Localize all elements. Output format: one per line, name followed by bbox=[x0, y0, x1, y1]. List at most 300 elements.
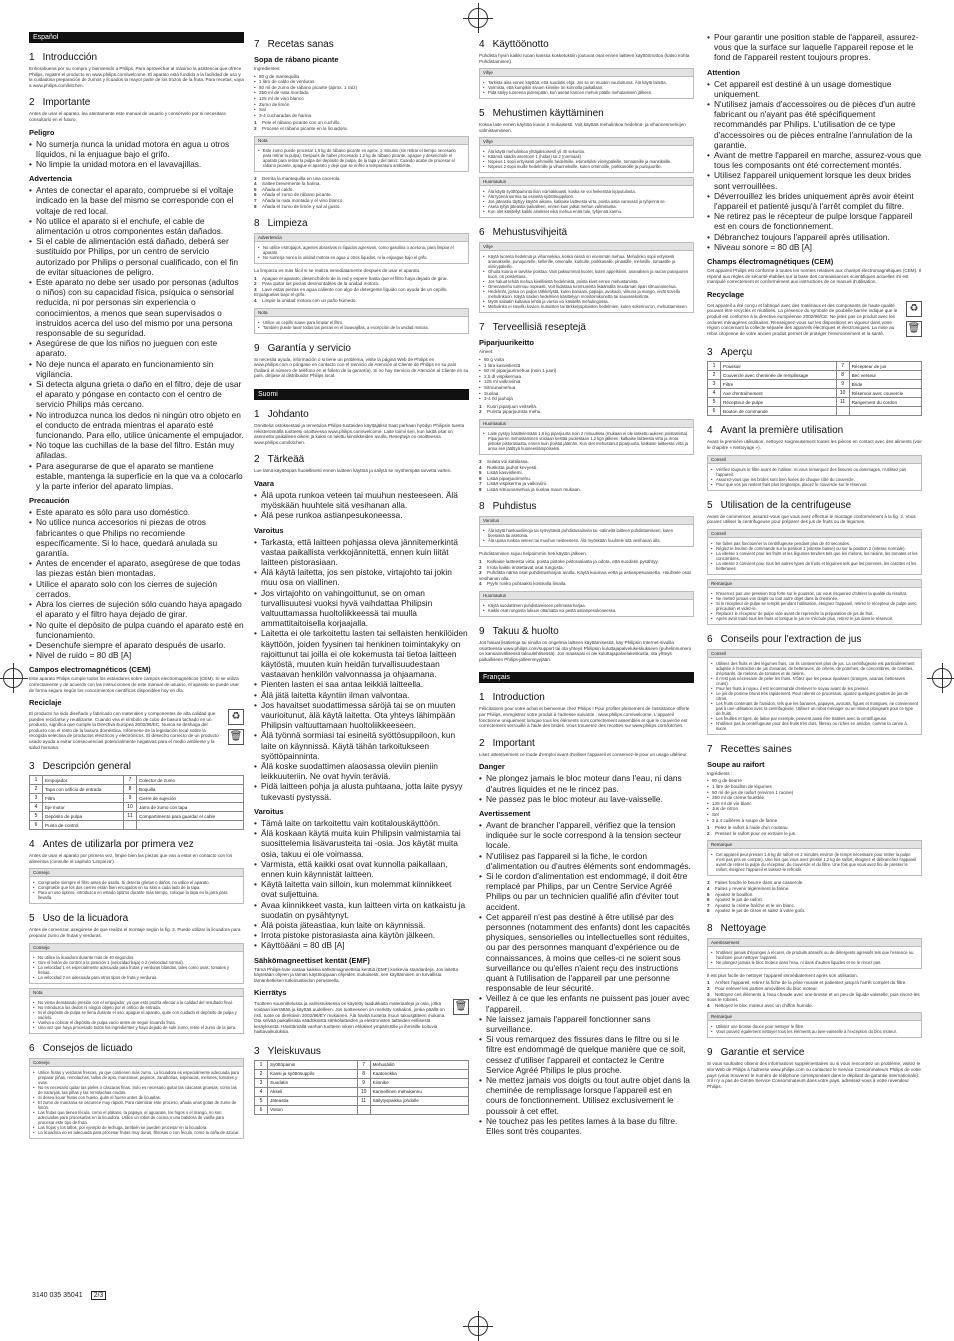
part-number: 4 bbox=[255, 1087, 268, 1096]
part-name: Cierre de sujeción bbox=[137, 794, 244, 803]
list-item: • Omenamehu tummuu nopeasti. Voit hidastaa tummumista lisäämällä muutaman tipan sitruunamehua. bbox=[483, 284, 690, 289]
step-item: 7 Ajoutez la crème fraîche et le vin blanc. bbox=[707, 902, 796, 908]
part-name: Syöttöpainin bbox=[268, 1060, 358, 1069]
list-item: • 1 litre de bouillon de légumes bbox=[707, 784, 922, 790]
step-item: 4 Pyyhi runko puhtaaksi kostealla liinalla. bbox=[479, 581, 567, 587]
list-item: • Si el cable de alimentación está dañado, deberá ser sustituido por Philips, por un centro de servicio autorizado por Philips o personal cualificado, con el fin de evitar situaciones de peligro. bbox=[29, 236, 244, 277]
list-item: • Käyttöääni = 80 dB [A] bbox=[254, 940, 469, 950]
list-item: • Käytä suodattimen puhdistamiseen pehmeää harjaa. bbox=[483, 603, 690, 608]
part-number: 11 bbox=[357, 1096, 370, 1105]
bullet-list bbox=[254, 818, 469, 951]
list-item: • Suolaa bbox=[479, 391, 694, 397]
list-item: • Laitetta ei ole tarkoitettu lasten tai sellaisten henkilöiden käyttöön, joiden fyysinen tai henkinen toimintakyky on rajoittunut tai joilla ei ole kokemusta tai tietoa laitteen käytöstä, muuten kuin heidän turvallisuudestaan vastaavan henkilön valvonnassa ja ohjaamana. bbox=[254, 628, 469, 679]
section-title: 1 Introducción bbox=[29, 52, 98, 63]
table-row bbox=[708, 371, 922, 380]
list-item: • Nopeus 1 sopii erityisesti pehmeille hedelmille, esimerkiksi viinirypäleille, tomaateille ja mansikoille. bbox=[483, 159, 690, 164]
subheading: Precaución bbox=[29, 496, 70, 506]
section-text: Este aparato Philips cumple todos los estándares sobre campos electromagnéticos (CEM). Si se utiliza correctamente y de acuerdo con las instrucciones de este manual de usuario, el aparato se puede usar de forma segura según los conocimientos científicos disponibles hoy en día. bbox=[29, 676, 239, 693]
part-name: Mehusäiliö bbox=[370, 1060, 468, 1069]
list-item: • No utilice nunca accesorios ni piezas de otros fabricantes o que Philips no recomiende específicamente. Si lo hace, quedará anulada su garantía. bbox=[29, 517, 244, 558]
list-item: • No sumerja nunca la unidad motora en agua u otros líquidos, ni la enjuague bajo el grifo. bbox=[29, 139, 244, 159]
list-item: • Il n'est pas nécessaire de peler les fruits. N'ôtez que les peaux épaisses (oranges, ananas, betteraves crues). bbox=[711, 676, 918, 686]
crossed-bin-icon: 🗑 bbox=[228, 729, 244, 745]
section-text: Lisez attentivement ce mode d'emploi avant d'utiliser l'appareil et conservez-le pour un usage ultérieur. bbox=[479, 751, 688, 757]
list-item: • 3-4 cucharadas de harina bbox=[254, 113, 469, 119]
list-item: • Este zumo puede procesar 1,6 kg de rábano picante en aprox. 2 minutos (sin retirar el tiempo necesario para retirar la pulpa). Después de haber procesado 1,2 kg de rábano picante, apague y desenchufe el aparato para retirar la pulpa del depósito de pulpa, de la tapa y del tamiz. Cuando acabe de procesar el rábano picante, apague el aparato y deje que se enfríe a temperatura ambiente. bbox=[258, 148, 465, 168]
list-item: • Tämä laite on tarkoitettu vain kotitalouskäyttöön. bbox=[254, 818, 469, 828]
step-list bbox=[707, 825, 922, 836]
list-item: • Jos virtajohto on vahingoittunut, se on oman turvallisuutesi vuoksi hyvä vaihdattaa Philipsin valtuuttamassa huoltoliikkeessä tai muulla ammattitaitoisella korjaajalla. bbox=[254, 588, 469, 629]
part-number: 2 bbox=[708, 371, 721, 380]
part-name: Récepteur de jus bbox=[849, 362, 921, 371]
bullet-list bbox=[29, 185, 244, 491]
list-item: • No toque las cuchillas de la base del filtro. Están muy afiladas. bbox=[29, 440, 244, 460]
list-item: • Para un uso óptimo, introduzca en estado óptimo durante más tiempo, coloque la tapa en la jarra para llevarla. bbox=[33, 890, 240, 900]
list-item: • Les feuilles et tiges, de laitue par exemple, peuvent aussi être traitées avec la centrifugeuse. bbox=[711, 716, 918, 721]
list-item: • Utilisez des fruits et des légumes frais, car ils contiennent plus de jus. La centrifugeuse est particulièrement adaptée à l'extraction de jus d'ananas, de betteraves, de céleris, de pommes, de concombres, de carottes, d'épinards, de melons, de tomates et de raisins. bbox=[711, 661, 918, 676]
list-item: • Varmista, että kaikki osat ovat kunnolla paikallaan, ennen kuin käynnistät laitteen. bbox=[254, 859, 469, 879]
step-item: 6 Añada el zumo de rábano picante. bbox=[254, 192, 332, 198]
section-title: 7 Recettes saines bbox=[707, 743, 792, 755]
table-row bbox=[708, 398, 922, 407]
table-row bbox=[30, 794, 244, 803]
bullet-list bbox=[479, 820, 694, 1136]
note-box: Huomautus • Käytä suodattimen puhdistamiseen pehmeää harjaa. • Kaikki osat rungosta lukuun ottamatta voi pestä astianpesukoneessa. bbox=[479, 591, 694, 617]
language-bar-french: Français bbox=[479, 672, 694, 683]
list-item: • Cet appareil n'est pas destiné à être utilisé par des personnes (notamment des enfants) dont les capacités physiques, sensorielles ou intellectuelles sont réduites, ou par des personnes manquant d'expérience ou de connaissances, à moins que celles-ci ne soient sous surveillance ou qu'elles n'aient reçu des instructions quant à l'utilisation de l'appareil par une personne responsable de leur sécurité. bbox=[479, 912, 694, 994]
list-item: • Jus de citron bbox=[707, 806, 922, 812]
page-number: 2/3 bbox=[91, 1291, 107, 1300]
part-number: 10 bbox=[836, 389, 849, 398]
subheading: Kierrätys bbox=[254, 988, 287, 998]
registration-mark-top bbox=[468, 8, 488, 28]
tip-box: Consejo • No utilice la licuadora durante más de 40 segundos. • Gire el botón de control a la posición 1 (velocidad baja) o 2 (velocidad normal). • La velocidad 1 es especialmente adecuada para frutas y verduras blandas, tales como uvas, tomates y fresas. • La velocidad 2 es adecuada para otros tipos de fruta y verduras. bbox=[29, 943, 244, 984]
list-item: • La licuadora no es adecuada para procesar frutas muy duras, fibrosas o con fécula, como la caña de azúcar. bbox=[33, 1130, 240, 1135]
part-name: Punto de control bbox=[43, 821, 124, 830]
section-text: Onnittelut ostoksestasi ja tervetuloa Philips-tuotteiden käyttäjäksi! Saat parhaan hyödyn Philipsin tuesta rekisteröimällä tuotteesi osoitteessa www.philips.com/welcome. Laite toimii sen, kun lukitä osat on asennettu paikalleen oikein ja kaksi on lukittu kiinnikkeiden avulla. Reseptejä on osoitteessa www.philips.com/kitchen. bbox=[254, 423, 465, 445]
recycle-icons bbox=[228, 709, 244, 745]
section-text: Cet appareil a été conçu et fabriqué avec des matériaux et des composants de haute qualité pouvant être recyclés et réutilisés. La présence du symbole de poubelle barrée indique que le produit est conforme à la directive européenne 2002/96/CE. Ne jetez pas ce produit avec les ordures ménagères ordinaires. Renseignez-vous sur les dispositions en vigueur dans votre région concernant la collecte séparée des appareils électriques et électroniques. La mise au rebut citoyenne de votre ancien produit permet de protéger l'environnement et la santé. bbox=[707, 302, 898, 336]
part-name: Rangement du cordon bbox=[849, 398, 921, 407]
section-text: Il est plus facile de nettoyer l'appareil immédiatement après son utilisation. bbox=[707, 972, 859, 978]
part-number: 6 bbox=[708, 407, 721, 416]
list-item: • Mehulinko ei sovellu kovien, kuituisten tai tärkkelyspitoisten hedelmien, kuten sokeriruo'on, mehustamiseen. bbox=[483, 304, 690, 309]
language-bar-finnish: Suomi bbox=[254, 389, 469, 400]
list-item: • N'utilisez pas l'appareil si la fiche, le cordon d'alimentation ou d'autres éléments sont endommagés. bbox=[479, 851, 694, 871]
part-number: 4 bbox=[708, 389, 721, 398]
part-name: Boquilla bbox=[137, 785, 244, 794]
part-number: 9 bbox=[124, 794, 137, 803]
part-number: 8 bbox=[357, 1069, 370, 1078]
tip-box: Vihje • Tarkista aina ennen käyttöä, että suodatin ehjä. Jos se on muuten vaurioitunut. Älä käytä laitetta. • Varmista, että kumpikin sivuen kiinnike on kunnolla paikallaan. • Pidä säilyy tuoreena pidempään, kun asetat kannen mehun päälle mehutamisen jälkeen. bbox=[479, 68, 694, 99]
list-item: • Utilice el aparato solo con los cierres de sujeción cerrados. bbox=[29, 579, 244, 599]
section-text: Ingredientes: bbox=[254, 66, 281, 71]
list-item: • No utilice el aparato si el enchufe, el cable de alimentación u otros componentes están dañados. bbox=[29, 216, 244, 236]
list-item: • Antes de encender el aparato, asegúrese de que todas las piezas están bien montadas. bbox=[29, 558, 244, 578]
column-finnish-french bbox=[479, 30, 694, 1300]
list-item: • Si detecta alguna grieta o daño en el filtro, deje de usar el aparato y póngase en contacto con el centro de servicio Philips más cercano. bbox=[29, 379, 244, 410]
list-item: • También puede lavar todas las piezas en el lavavajillas, a excepción de la unidad motora. bbox=[258, 325, 465, 330]
recycle-block bbox=[707, 301, 922, 339]
list-item: • La vitesse 1 convient pour les fruits et les légumes tendres tels que les melons, les raisins, les tomates et les concombres. bbox=[711, 551, 918, 561]
subheading: Peligro bbox=[29, 127, 55, 137]
section-title: 6 Conseils pour l'extraction de jus bbox=[707, 633, 862, 645]
section-title: 6 Consejos de licuado bbox=[29, 1042, 133, 1054]
list-item: • Nivel de ruido = 80 dB [A] bbox=[29, 650, 244, 660]
part-name: Voiton bbox=[268, 1105, 358, 1114]
table-row bbox=[255, 1069, 469, 1078]
list-item: • Sal bbox=[254, 107, 469, 113]
list-item: • 2,5 dl vispikermaa bbox=[479, 374, 694, 380]
list-item: • Niveau sonore = 80 dB [A] bbox=[707, 242, 922, 252]
list-item: • Ne passez pas le bloc moteur au lave-vaisselle. bbox=[479, 794, 694, 804]
tip-box: Conseil • Utilisez des fruits et des légumes frais, car ils contiennent plus de jus. La centrifugeuse est particulièrement adaptée à l'extraction de jus d'ananas, de betteraves, de céleris, de pommes, de concombres, de carottes, d'épinards, de melons, de tomates et de raisins. • Il n'est pas nécessaire de peler les fruits. N'ôtez que les peaux épaisses (oranges, ananas, betteraves crues). • Pour les fruits à noyau, il est recommandé d'enlever le noyau avant de les presser. • Le jus de pomme brunit très rapidement. Pour ralentir ce processus, ajoutez quelques gouttes de jus de citron. • Les fruits contenant de l'amidon, tels que les bananes, papayes, avocats, figues et mangues, ne conviennent pas à une utilisation avec la centrifugeuse. Utilisez un robot ménager ou un mixeur plongeant pour ce type de fruits. • Les feuilles et tiges, de laitue par exemple, peuvent aussi être traitées avec la centrifugeuse. • N'utilisez pas la centrifugeuse pour des fruits très durs, fibreux ou riches en amidon, comme la canne à sucre. bbox=[707, 649, 922, 735]
list-item: • Utilice un cepillo suave para limpiar el filtro. bbox=[258, 320, 465, 325]
list-item: • No introduzca los dedos ni ningún objeto por el orificio de entrada. bbox=[33, 1005, 240, 1010]
part-number: 1 bbox=[30, 776, 43, 785]
note-box: Huomautus • Laite pystyy käsittelemään 1,6 kg piparjuurta noin 2 minuutissa (mukaan ei ole laskettu aukeen poistamista). Piparjuuren mehustaminen voidaan kestää puolestaan 1,2 kgn jälkeen, katkaise laitteesta virta ja irrota pistoke pistorasiasta, ennen kuin poistat jäämän. Kun olet mehustanut piparjuurta, katkaise laitteesta virta ja anna sen jäähtyä huoneenlämpöiseksi. bbox=[479, 419, 694, 455]
list-item: • Älä käytä syöttöpaininta liian voimakkaasti, koska se voi heikentää lopputulosta. bbox=[483, 189, 690, 194]
list-item: • Älä poista jäteastiaa, kun laite on käynnissä. bbox=[254, 920, 469, 930]
list-item: • Avaa kiinnikkeet vasta, kun laitteen virta on katkaistu ja suodatin on pysähtynyt. bbox=[254, 900, 469, 920]
subheading: Piparjuurikeitto bbox=[479, 338, 535, 348]
table-row bbox=[255, 1096, 469, 1105]
part-name: Kiinnike bbox=[370, 1078, 468, 1087]
list-item: • Vérifiez toujours le filtre avant de l'utiliser. Si vous remarquez des fissures ou dommages, n'utilisez pas l'appareil. bbox=[711, 467, 918, 477]
part-name: Eje motor bbox=[43, 803, 124, 812]
list-item: • Débranchez toujours l'appareil après utilisation. bbox=[707, 232, 922, 242]
list-item: • Pidä laitteen pohja ja alusta puhtaana, jotta laite pysyy tukevasti pystyssä. bbox=[254, 781, 469, 801]
part-name: Suodatin bbox=[268, 1078, 358, 1087]
list-item: • 125 ml de vin blanc bbox=[707, 801, 922, 807]
recycle-block bbox=[254, 999, 469, 1037]
recycle-icon: ♻ bbox=[228, 709, 244, 725]
step-item: 6 Ajoutez le jus de raifort. bbox=[707, 897, 764, 903]
list-item: • Este aparato no debe ser usado por personas (adultos o niños) con su capacidad física, psíquica o sensorial reducida, ni por personas sin experiencia o conocimientos, a menos que sean supervisados o instruidos acerca del uso del mismo por una persona responsable de su seguridad. bbox=[29, 277, 244, 338]
part-name: Axe d'entraînement bbox=[721, 389, 837, 398]
list-item: • La velocidad 1 es especialmente adecuada para frutas y verduras blandas, tales como uvas, tomates y fresas. bbox=[33, 965, 240, 975]
step-item: 2 Purista piparjuurista mehu. bbox=[479, 409, 542, 415]
subheading: Sähkömagneettiset kentät (EMF) bbox=[254, 955, 370, 965]
table-row bbox=[708, 407, 922, 416]
part-number: 10 bbox=[124, 803, 137, 812]
step-item: 3 Faites fondre le beurre dans une casserole. bbox=[707, 880, 804, 886]
part-number: 5 bbox=[255, 1096, 268, 1105]
list-item: • Abra los cierres de sujeción sólo cuando haya apagado el aparato y el filtro haya dejado de girar. bbox=[29, 599, 244, 619]
section-text: El producto ha sido diseñado y fabricado con materiales y componentes de alta calidad que pueden reciclarse y reutilizarse. Cuando vea el símbolo de cubo de basura tachado en un producto, significa que cumple la Directiva Europea 2002/96/EC. Nunca se deshaga del producto con el resto de la basura doméstica. Infórmese de la legislación local sobre la recogida selectiva de productos eléctricos y electrónicos. El desecho correcto de un producto usado ayuda a evitar consecuencias potencialmente negativas para el medio ambiente y la salud humana. bbox=[29, 711, 219, 750]
section-title: 9 Garantía y servicio bbox=[254, 342, 351, 354]
part-number: 8 bbox=[124, 785, 137, 794]
recycle-icons bbox=[906, 301, 922, 337]
list-item: • Pour garantir une position stable de l'appareil, assurez-vous que la surface sur laquelle l'appareil repose et le fond de l'appareil restent toujours propres. bbox=[707, 32, 922, 63]
section-text: Avant de commencer, assurez-vous que vous avez effectué le montage conformément à la fig. 2. Vous pouvez utiliser la centrifugeuse pour préparer des jus de fruits ou de légumes. bbox=[707, 513, 916, 525]
column-spanish bbox=[29, 30, 244, 1300]
section-text: Puhdista hyvin kaikki ruoan kanssa kosketuksiin joutuvat osat ennen laitteen käyttöönottoa (katso kohta Puhdistaminen). bbox=[479, 53, 690, 64]
list-item: • Ohuita kuoria ei tarvitse poistaa. Vain paksummat kuoret, kuten appelsiinin, ananaksen ja raa'an punajuuren kuori, on poistettava. bbox=[483, 269, 690, 279]
list-item: • Este aparato es sólo para uso doméstico. bbox=[29, 507, 244, 517]
list-item: • Cet appareil est destiné à un usage domestique uniquement. bbox=[707, 79, 922, 99]
part-number: 7 bbox=[357, 1060, 370, 1069]
list-item: • 125 ml valkoviiniä bbox=[479, 379, 694, 385]
part-name: Couvercle avec cheminée de remplissage bbox=[721, 371, 837, 380]
section-title: 5 Uso de la licuadora bbox=[29, 913, 129, 925]
part-name: Kansi ja syöttösuppilo bbox=[268, 1069, 358, 1078]
section-text: Enhorabuena por su compra y bienvenido a Philips. Para aprovechar al máximo la asistencia que ofrece Philips, registre el producto en www.philips.com/welcome. El aparato está fundido a la facilidad de uso y la cuidadosa preparación de zumos y licuados la mayor parte de los trozos de la fruta. Para recetas, vaya a www.philips.com/kitchen. bbox=[29, 66, 244, 88]
list-item: • Veillez à ce que les enfants ne puissent pas jouer avec l'appareil. bbox=[479, 993, 694, 1013]
section-title: 7 Recetas sanas bbox=[254, 39, 334, 50]
ingredient-list bbox=[254, 74, 469, 119]
step-list bbox=[479, 459, 694, 493]
part-number: 2 bbox=[30, 785, 43, 794]
part-name: Tapa con orificio de entrada bbox=[43, 785, 124, 794]
list-item: • Älä upota runkoa veteen tai muuhun nesteeseen. Älä myöskään huuhtele sitä vesihanan alla. bbox=[254, 490, 469, 510]
section-text: Félicitations pour votre achat et bienvenue chez Philips ! Pour profiter pleinement de l'assistance offerte par Philips, enregistrez votre produit à l'adresse suivante : www.philips.com/welcome. L'appareil fonctionne uniquement lorsque tous les éléments sont correctement assemblés et que le couvercle est correctement verrouillé à l'aide des brides. Vous trouverez des recettes sur www.philips.com/kitchen. bbox=[479, 706, 690, 729]
list-item: • 1 litro de caldo de verduras bbox=[254, 79, 469, 85]
list-item: • Vous pouvez également nettoyer tous les éléments au lave-vaisselle à l'exception du bloc moteur. bbox=[711, 1029, 918, 1034]
list-item: • N'utilisez jamais d'accessoires ou de pièces d'un autre fabricant ou n'ayant pas été spécifiquement recommandés par Philips. L'utilisation de ce type d'accessoires ou de pièces entraîne l'annulation de la garantie. bbox=[707, 99, 922, 150]
part-name: Empujador bbox=[43, 776, 124, 785]
ingredient-list bbox=[479, 357, 694, 402]
subheading: Avertissement bbox=[479, 808, 531, 818]
list-item: • Älä koskaan käytä muita kuin Philipsin valmistamia tai suosittelemia lisävarusteita tai -osia. Jos käytät muita osia, takuu ei ole voimassa. bbox=[254, 828, 469, 859]
list-item: • No vierta demasiado presión con el empujador, ya que esto podría afectar a la calidad del resultado final. bbox=[33, 1000, 240, 1005]
part-number: 5 bbox=[30, 812, 43, 821]
list-item: • Utilisez une brosse douce pour nettoyer le filtre. bbox=[711, 1024, 918, 1029]
list-item: • Assurez-vous que les brides sont bien fixées de chaque côté du couvercle. bbox=[711, 477, 918, 482]
section-text: Lue tämä käyttöopas huolellisesti ennen laitteen käyttöä ja säilytä se myöhempää tarvetta varten. bbox=[254, 468, 452, 474]
tip-box: Vihje • Käytä tuoreita hedelmiä ja vihanneksia, koska niissä on enemmän mehua. Mehulinko sopii erityisesti ananakselle, punajuurelle, sellerille, omenalle, kurkulle, porkkanalle, pinaatille, melonille, tomaatille ja viinirypäleille. • Ohuita kuoria ei tarvitse poistaa. Vain paksummat kuoret, kuten appelsiinin, ananaksen ja raa'an punajuuren kuori, on poistettava. • Jos haluat tehdä mehua kivellisistä hedelmistä, poista kivet ennen mehustamista. • Omenamehu tummuu nopeasti. Voit hidastaa tummumista lisäämällä muutaman tipan sitruunamehua. • Hedelmät, joissa on paljon tärkkelystä, kuten banaani, papaija, avokado, viikuna ja mango, eivät sovellu mehulinkoon. Käytä näiden hedelmien käsittelyyn monitoimikonetta tai sauvasekoitinta. • Myös salaatin kaltaisia lehtiä ja varsia voi käsitellä mehulingossa. • Mehulinko ei sovellu kovien, kuituisten tai tärkkelyspitoisten hedelmien, kuten sokeriruo'on, mehustamiseen. bbox=[479, 242, 694, 313]
list-item: • Déverrouillez les brides uniquement après avoir éteint l'appareil et patienté jusqu'à l'arrêt complet du filtre. bbox=[707, 191, 922, 211]
part-name: Filtre bbox=[721, 380, 837, 389]
bullet-list bbox=[707, 32, 922, 63]
list-item: • 50 ml de jus de raifort (environ 1 racine) bbox=[707, 790, 922, 796]
part-number: 1 bbox=[708, 362, 721, 371]
note-box: Nota • Utilice un cepillo suave para limpiar el filtro. • También puede lavar todas las piezas en el lavavajillas, a excepción de la unidad motora. bbox=[254, 308, 469, 334]
section-title: 9 Garantie et service bbox=[707, 1047, 805, 1059]
section-text: Aineet: bbox=[479, 349, 494, 355]
list-item: • Älä käytä hankausliinoja tai syövyttäviä puhdistusaineita tai -välineitä laitteen puhdistamiseen, kuten bensiiniä tai asetonia. bbox=[483, 528, 690, 538]
part-number: 4 bbox=[30, 803, 43, 812]
list-item: • 80 g voita bbox=[479, 357, 694, 363]
step-list bbox=[479, 404, 694, 415]
part-number: 6 bbox=[30, 821, 43, 830]
subheading: Varoitus bbox=[254, 806, 284, 816]
part-name bbox=[137, 821, 244, 830]
part-number: 7 bbox=[124, 776, 137, 785]
section-title: 5 Mehustimen käyttäminen bbox=[479, 108, 604, 120]
section-title: 3 Aperçu bbox=[707, 347, 753, 359]
step-item: 2 Pressez le raifort pour en extraire le jus. bbox=[707, 830, 797, 836]
list-item: • Réglez le bouton de commande sur la position 1 (vitesse basse) ou sur la position 2 (vitesse normale). bbox=[711, 546, 918, 551]
part-number: 8 bbox=[836, 371, 849, 380]
list-item: • Tarkista aina ennen käyttöä, että suodatin ehjä. Jos se on muuten vaurioitunut. Älä käytä laitetta. bbox=[483, 80, 690, 85]
part-name: Colector de zumo bbox=[137, 776, 244, 785]
section-title: 5 Utilisation de la centrifugeuse bbox=[707, 499, 852, 511]
list-item: • 80 g de beurre bbox=[707, 778, 922, 784]
part-number bbox=[124, 821, 137, 830]
step-item: 4 Limpie la unidad motora con un paño húmedo. bbox=[254, 298, 357, 304]
section-title: 3 Yleiskuvaus bbox=[254, 1045, 321, 1057]
tip-box: Consejo • Compruebe siempre el filtro antes de usarlo. Si detecta grietas o daños, no utilice el aparato. • Compruebe que los dos cierres están bien encajados en su sitio a cada lado de la tapa. • Para un uso óptimo, introduzca en estado óptimo durante más tiempo, coloque la tapa en la jarra para llevarla. bbox=[29, 868, 244, 904]
part-number: 2 bbox=[255, 1069, 268, 1078]
part-number: 9 bbox=[357, 1078, 370, 1087]
list-item: • Compruebe siempre el filtro antes de usarlo. Si detecta grietas o daños, no utilice el aparato. bbox=[33, 880, 240, 885]
subheading: Sopa de rábano picante bbox=[254, 55, 339, 64]
list-item: • Kaikki osat rungosta lukuun ottamatta voi pestä astianpesukoneessa. bbox=[483, 608, 690, 613]
step-item: 4 Faites y revenir légèrement la farine. bbox=[707, 885, 790, 891]
list-item: • Jos haluat tehdä mehua kivellisistä hedelmistä, poista kivet ennen mehustamista. bbox=[483, 279, 690, 284]
list-item: • Hedelmät, joissa on paljon tärkkelystä, kuten banaani, papaija, avokado, viikuna ja mango, eivät sovellu mehulinkoon. Käytä näiden hedelmien käsittelyyn monitoimikonetta tai sauvasekoitinta. bbox=[483, 289, 690, 299]
note-box: Remarque • N'exercez pas une pression trop forte sur le poussoir, car vous risqueriez d'altérer la qualité du résultat. • Ne mettez jamais vos doigts ou tout autre objet dans la cheminée. • Si le récepteur de pulpe se remplit pendant l'utilisation, éteignez l'appareil, retirez le récepteur de pulpe avec précaution et videz-le. • Replacez le récepteur de pulpe vide avant de reprendre la préparation de jus de fruit. • Après avoir traité tous les fruits et lorsque le jus ne s'écoule plus, retirez le jus dans le réservoir. bbox=[707, 579, 922, 625]
part-name: Jarra de zumo con tapa bbox=[137, 803, 244, 812]
step-list bbox=[707, 980, 922, 1008]
subheading: Advertencia bbox=[29, 174, 72, 184]
list-item: • No limpie la unidad motora en el lavavajillas. bbox=[29, 159, 244, 169]
section-text: Antes de usar el aparato, lea atentamente este manual de usuario y consérvelo por si necesitara consultarlo en el futuro. bbox=[29, 111, 226, 122]
list-item: • No quite el depósito de pulpa cuando el aparato esté en funcionamiento. bbox=[29, 620, 244, 640]
list-item: • Käytä laitetta vain silloin, kun molemmat kiinnikkeet ovat suljettuina. bbox=[254, 879, 469, 899]
part-number: 11 bbox=[124, 812, 137, 821]
list-item: • 50 ml de zumo de rábano picante (aprox. 1 raíz) bbox=[254, 85, 469, 91]
section-title: 8 Puhdistus bbox=[479, 501, 537, 513]
warning-box: Varoitus • Älä käytä hankausliinoja tai syövyttäviä puhdistusaineita tai -välineitä laitteen puhdistamiseen, kuten bensiiniä tai asetonia. • Älä upota runkoa veteen tai muuhun nesteeseen. Älä myöskään huuhtele sitä vesihanan alla. bbox=[479, 516, 694, 547]
section-title: 1 Introduction bbox=[479, 692, 545, 704]
section-text: Tuotteen suunnittelussa ja valmistuksessa on käytetty laadukkaita materiaaleja ja osia, jotka voidaan kierrättää ja käyttää uudelleen. Jos tuotteeseen on merkitty roskakori, jonka päällä on risti, tuote on direktiivin 2002/96/EY mukainen. Älä hävitä tuotetta muun talousjätteen mukana. Ota selvää paikallisista säädöksistä sähkölaitteiden ja elektronisten laitteiden erillisestä keräyksestä. Hävittämällä vanhan tuotteen oikein ehkäiset ympäristölle ja ihmisille koituvia haittavaikutuksia. bbox=[254, 1001, 446, 1035]
table-row bbox=[30, 785, 244, 794]
subheading: Varoitus bbox=[254, 525, 284, 535]
table-row bbox=[255, 1087, 469, 1096]
part-name: Kannellinen mehukannu bbox=[370, 1087, 468, 1096]
list-item: • Sel bbox=[707, 812, 922, 818]
bullet-list bbox=[254, 490, 469, 521]
list-item: • Irrota pistoke pistorasiasta aina käytön jälkeen. bbox=[254, 930, 469, 940]
section-text: Kokoa laite ennen käyttöä kuvan 2 mukaisesti. Voit käyttää mehulinkoa hedelmä- ja vihannesmehujen valmistamiseen. bbox=[479, 122, 686, 133]
list-item: • Avant de mettre l'appareil en marche, assurez-vous que tous les composants ont été correctement montés. bbox=[707, 150, 922, 170]
list-item: • Älä pese runkoa astianpesukoneessa. bbox=[254, 510, 469, 520]
part-number: 10 bbox=[357, 1087, 370, 1096]
step-item: 1 Apague el aparato, desenchúfelo de la red y espere hasta que el filtro haya dejado de girar. bbox=[254, 275, 448, 281]
registration-mark-right bbox=[932, 668, 952, 688]
section-title: 9 Takuu & huolto bbox=[479, 626, 559, 638]
recycle-icon: ♻ bbox=[906, 301, 922, 317]
part-name bbox=[370, 1105, 468, 1114]
table-row bbox=[30, 821, 244, 830]
section-title: 4 Antes de utilizarla por primera vez bbox=[29, 839, 194, 851]
section-title: 2 Important bbox=[479, 737, 535, 749]
list-item: • No es necesario quitar las pieles o cáscaras finas. Solo es necesario quitar las cáscaras gruesas, como las de naranjas, las piñas y las remolachas crudas. bbox=[33, 1085, 240, 1095]
part-number: 6 bbox=[255, 1105, 268, 1114]
table-row bbox=[30, 812, 244, 821]
list-item: • Pour que vos jus restent frais plus longtemps, placez le couvercle sur le réservoir. bbox=[711, 482, 918, 487]
step-list bbox=[254, 176, 469, 210]
table-row bbox=[255, 1060, 469, 1069]
step-item: 1 Kuori piparjuuri veitsellä. bbox=[479, 403, 538, 409]
list-item: • Älä upota runkoa veteen tai muuhun nesteeseen. Älä myöskään huuhtele sitä vesihanan alla. bbox=[483, 538, 690, 543]
tip-box: Conseil • Ne faites pas fonctionner la centrifugeuse pendant plus de 40 secondes. • Réglez le bouton de commande sur la position 1 (vitesse basse) ou sur la position 2 (vitesse normale). • La vitesse 1 convient pour les fruits et les légumes tendres tels que les melons, les raisins, les tomates et les concombres. • La vitesse 2 convient pour tous les autres types de fruits et légumes tels que les pommes, les carottes et les betteraves. bbox=[707, 529, 922, 575]
list-item: • Jos jäteastia täyttyy käytön aikana, katkaise laitteesta virta, poista astia varovasti ja tyhjennä se. bbox=[483, 199, 690, 204]
list-item: • N'utilisez pas la centrifugeuse pour des fruits très durs, fibreux ou riches en amidon, comme la canne à sucre. bbox=[711, 721, 918, 731]
part-name: Säilytyspaikka johdolle bbox=[370, 1096, 468, 1105]
note-box: Nota • No vierta demasiado presión con el empujador, ya que esto podría afectar a la calidad del resultado final. • No introduzca los dedos ni ningún objeto por el orificio de entrada. • Si el depósito de pulpa se llena durante el uso, apague el aparato, quite con cuidado el depósito de pulpa y vacíelo. • Vuelva a colocar el depósito de pulpa vacío antes de seguir licuando fruta. • Una vez que haya procesado todos los ingredientes y haya dejado de salir zumo, retire el zumo de la jarra. bbox=[29, 988, 244, 1034]
part-name: Jäteastia bbox=[268, 1096, 358, 1105]
list-item: • No introduzca nunca los dedos ni ningún otro objeto en el conducto de entrada mientras el aparato esté funcionando. Para ello, utilice únicamente el empujador. bbox=[29, 410, 244, 441]
list-item: • Vuelva a colocar el depósito de pulpa vacío antes de seguir licuando fruta. bbox=[33, 1020, 240, 1025]
list-item: • Una vez que haya procesado todos los ingredientes y haya dejado de salir zumo, retire el zumo de la jarra. bbox=[33, 1025, 240, 1030]
list-item: • Pour les fruits à noyau, il est recommandé d'enlever le noyau avant de les presser. bbox=[711, 686, 918, 691]
list-item: • Varmista, että kumpikin sivuen kiinnike on kunnolla paikallaan. bbox=[483, 85, 690, 90]
list-item: • Utilice frutas y verduras frescas, ya que contienen más zumo. La licuadora es especialmente adecuada para preparar piñas, remolachas, tallos de apio, manzanas, pepinos, zanahorias, espinacas, melones, tomates y uvas. bbox=[33, 1070, 240, 1085]
list-item: • Älä käytä mehulinkoa yhtäjaksoisesti yli 40 sekuntia. bbox=[483, 149, 690, 154]
bullet-list bbox=[479, 773, 694, 804]
step-item: 8 Ajoutez le jus de citron et salez à votre goût. bbox=[707, 908, 806, 914]
step-item: 6 Lisää piparjuurimehu. bbox=[479, 475, 531, 481]
section-text: Antes de usar el aparato por primera vez, limpie bien las piezas que van a estar en contacto con los alimentos (consulte el capítulo 'Limpieza'). bbox=[29, 853, 233, 864]
section-text: Si necesita ayuda, información o si tiene un problema, visite la página Web de Philips en www.philips.com o póngase en contacto con el Servicio de Atención al Cliente de Philips en su país (hallará el número de teléfono en el folleto de la garantía). Si no hay Servicio de Atención al Cliente en su país, diríjase al distribuidor Philips local. bbox=[254, 356, 469, 379]
section-text: La limpieza es más fácil si se realiza inmediatamente después de usar el aparato. bbox=[254, 268, 421, 274]
section-title: 1 Johdanto bbox=[254, 409, 309, 421]
list-item: • Ne retirez pas le récepteur de pulpe lorsque l'appareil est en cours de fonctionnement. bbox=[707, 211, 922, 231]
subheading: Vaara bbox=[254, 479, 275, 488]
step-list bbox=[254, 276, 469, 304]
step-item: 2 Irrota kaikki irrotettavat osat rungosta. bbox=[479, 564, 564, 570]
list-item: • Si vous remarquez des fissures dans le filtre ou si le filtre est endommagé de quelque manière que ce soit, cessez d'utiliser l'appareil et contactez le Centre Service Agréé Philips le plus proche. bbox=[479, 1034, 694, 1075]
list-item: • Älä käytä laitetta, jos sen pistoke, virtajohto tai jokin muu osa on viallinen. bbox=[254, 567, 469, 587]
list-item: • Las hojas y los tallos, por ejemplo de lechuga, también se pueden procesar en la licuadora. bbox=[33, 1125, 240, 1130]
part-number: 3 bbox=[255, 1078, 268, 1087]
list-item: • Käytä tuoreita hedelmiä ja vihanneksia, koska niissä on enemmän mehua. Mehulinko sopii erityisesti ananakselle, punajuurelle, sellerille, omenalle, kurkulle, porkkanalle, pinaatille, melonille, tomaatille ja viinirypäleille. bbox=[483, 254, 690, 269]
step-item: 8 Añada el zumo de limón y sal al gusto. bbox=[254, 203, 341, 209]
parts-table bbox=[254, 1060, 469, 1115]
list-item: • Aseta tyhjä jäteastia paikalleen, ennen kuin jatkat mehun valmistusta. bbox=[483, 204, 690, 209]
table-row bbox=[30, 803, 244, 812]
part-name bbox=[849, 407, 921, 416]
step-list bbox=[254, 120, 469, 131]
part-number: 11 bbox=[836, 398, 849, 407]
column-french bbox=[707, 30, 922, 1300]
part-name: Poussoir bbox=[721, 362, 837, 371]
section-text: Jos haluat lisätietoja tai sinulla on ongelmia laitteen käyttämisessä, käy Philipsin Internet-sivuilla osoitteessa www.philips.com/support tai ota yhteys Philipsin kuluttajapalvelukeskukseen (puhelinnumero on kansainvälisessä takuulehtisessä). Jos maassasi ei ole kuluttajapalvelukeskusta, ota yhteys paikalliseen Philips-jälleenmyyjään. bbox=[479, 640, 692, 662]
bullet-list bbox=[29, 139, 244, 170]
step-item: 3 Sulata voi kattilassa. bbox=[479, 458, 529, 464]
table-row bbox=[30, 776, 244, 785]
bullet-list bbox=[254, 537, 469, 802]
step-item: 1 Pele el rábano picante con un cuchillo. bbox=[254, 120, 341, 126]
list-item: • El zumo de manzana se oscurece muy rápido. Para ralentizar este proceso, añada unas gotas de zumo de limón. bbox=[33, 1100, 240, 1110]
list-item: • Avant de brancher l'appareil, vérifiez que la tension indiquée sur le socle correspond à la tension secteur locale. bbox=[479, 820, 694, 851]
list-item: • Antes de conectar el aparato, compruebe si el voltaje indicado en la base del mismo se corresponde con el voltaje de red local. bbox=[29, 185, 244, 216]
section-title: 8 Nettoyage bbox=[707, 922, 767, 934]
subheading: Soupe au raifort bbox=[707, 759, 765, 769]
tip-box: Conseil • Vérifiez toujours le filtre avant de l'utiliser. Si vous remarquez des fissures ou dommages, n'utilisez pas l'appareil. • Assurez-vous que les brides sont bien fixées de chaque côté du couvercle. • Pour que vos jus restent frais plus longtemps, placez le couvercle sur le réservoir. bbox=[707, 455, 922, 491]
list-item: • Pienten lasten ei saa antaa leikkiä laitteella. bbox=[254, 679, 469, 689]
step-list bbox=[707, 880, 922, 914]
bullet-list bbox=[707, 79, 922, 252]
tip-box: Consejo • Utilice frutas y verduras frescas, ya que contienen más zumo. La licuadora es especialmente adecuada para preparar piñas, remolachas, tallos de apio, manzanas, pepinos, zanahorias, espinacas, melones, tomates y uvas. • No es necesario quitar las pieles o cáscaras finas. Solo es necesario quitar las cáscaras gruesas, como las de naranjas, las piñas y las remolachas crudas. • Si desea licuar frutas con hueso, quite el hueso antes de licuarlas. • El zumo de manzana se oscurece muy rápido. Para ralentizar este proceso, añada unas gotas de zumo de limón. • Las frutas que tienen fécula, como el plátano, la papaya, el aguacate, los higos o el mango, no son adecuadas para procesarlas en la licuadora. Utilice un robot de cocina o una batidora de varilla para procesar este tipo de fruta. • Las hojas y los tallos, por ejemplo de lechuga, también se pueden procesar en la licuadora. • La licuadora no es adecuada para procesar frutas muy duras, fibrosas o con fécula, como la caña de azúcar. bbox=[29, 1058, 244, 1139]
part-name: Akseli bbox=[268, 1087, 358, 1096]
tip-box: Vihje • Älä käytä mehulinkoa yhtäjaksoisesti yli 40 sekuntia. • Käännä säädin asentoon 1 (hidas) tai 2 (normaali). • Nopeus 1 sopii erityisesti pehmeille hedelmille, esimerkiksi viinirypäleille, tomaateille ja mansikoille. • Nopeus 2 sopii muille hedelmille ja vihanneksille, kuten omenoille, porkkanoille ja punajuurille. bbox=[479, 137, 694, 173]
list-item: • Replacez le récepteur de pulpe vide avant de reprendre la préparation de jus de fruit. bbox=[711, 611, 918, 616]
note-box: Remarque • Cet appareil peut presser 1,6 kg de raifort en 2 minutes environ (le temps nécessaire pour retirer la pulpe n'est pas pris en compte). Une fois que vous avez pressé 1,2 kg de raifort, éteignez et débranchez l'appareil avant de retirer la pulpe du récepteur, du couvercle et du filtre. Une fois que vous avez fini de presser le raifort, éteignez l'appareil et laissez-le refroidir. bbox=[707, 840, 922, 876]
section-text: Avant la première utilisation, nettoyez soigneusement toutes les pièces en contact avec des aliments (voir le chapitre « Nettoyage »). bbox=[707, 439, 922, 450]
list-item: • Ne touchez pas les petites lames à la base du filtre. Elles sont très coupantes. bbox=[479, 1116, 694, 1136]
parts-table bbox=[29, 775, 244, 830]
list-item: • Nopeus 2 sopii muille hedelmille ja vihanneksille, kuten omenoille, porkkanoille ja punajuurille. bbox=[483, 164, 690, 169]
list-item: • Si desea licuar frutas con hueso, quite el hueso antes de licuarlas. bbox=[33, 1095, 240, 1100]
list-item: • Utilisez l'appareil uniquement lorsque les deux brides sont verrouillées. bbox=[707, 170, 922, 190]
step-item: 4 Saltee brevemente la harina. bbox=[254, 181, 321, 187]
step-item: 3 Nettoyez ces éléments à l'eau chaude avec une brosse et un peu de liquide vaisselle, puis rincez-les sous le robinet. bbox=[707, 991, 920, 1003]
column-spanish-finnish bbox=[254, 30, 469, 1300]
